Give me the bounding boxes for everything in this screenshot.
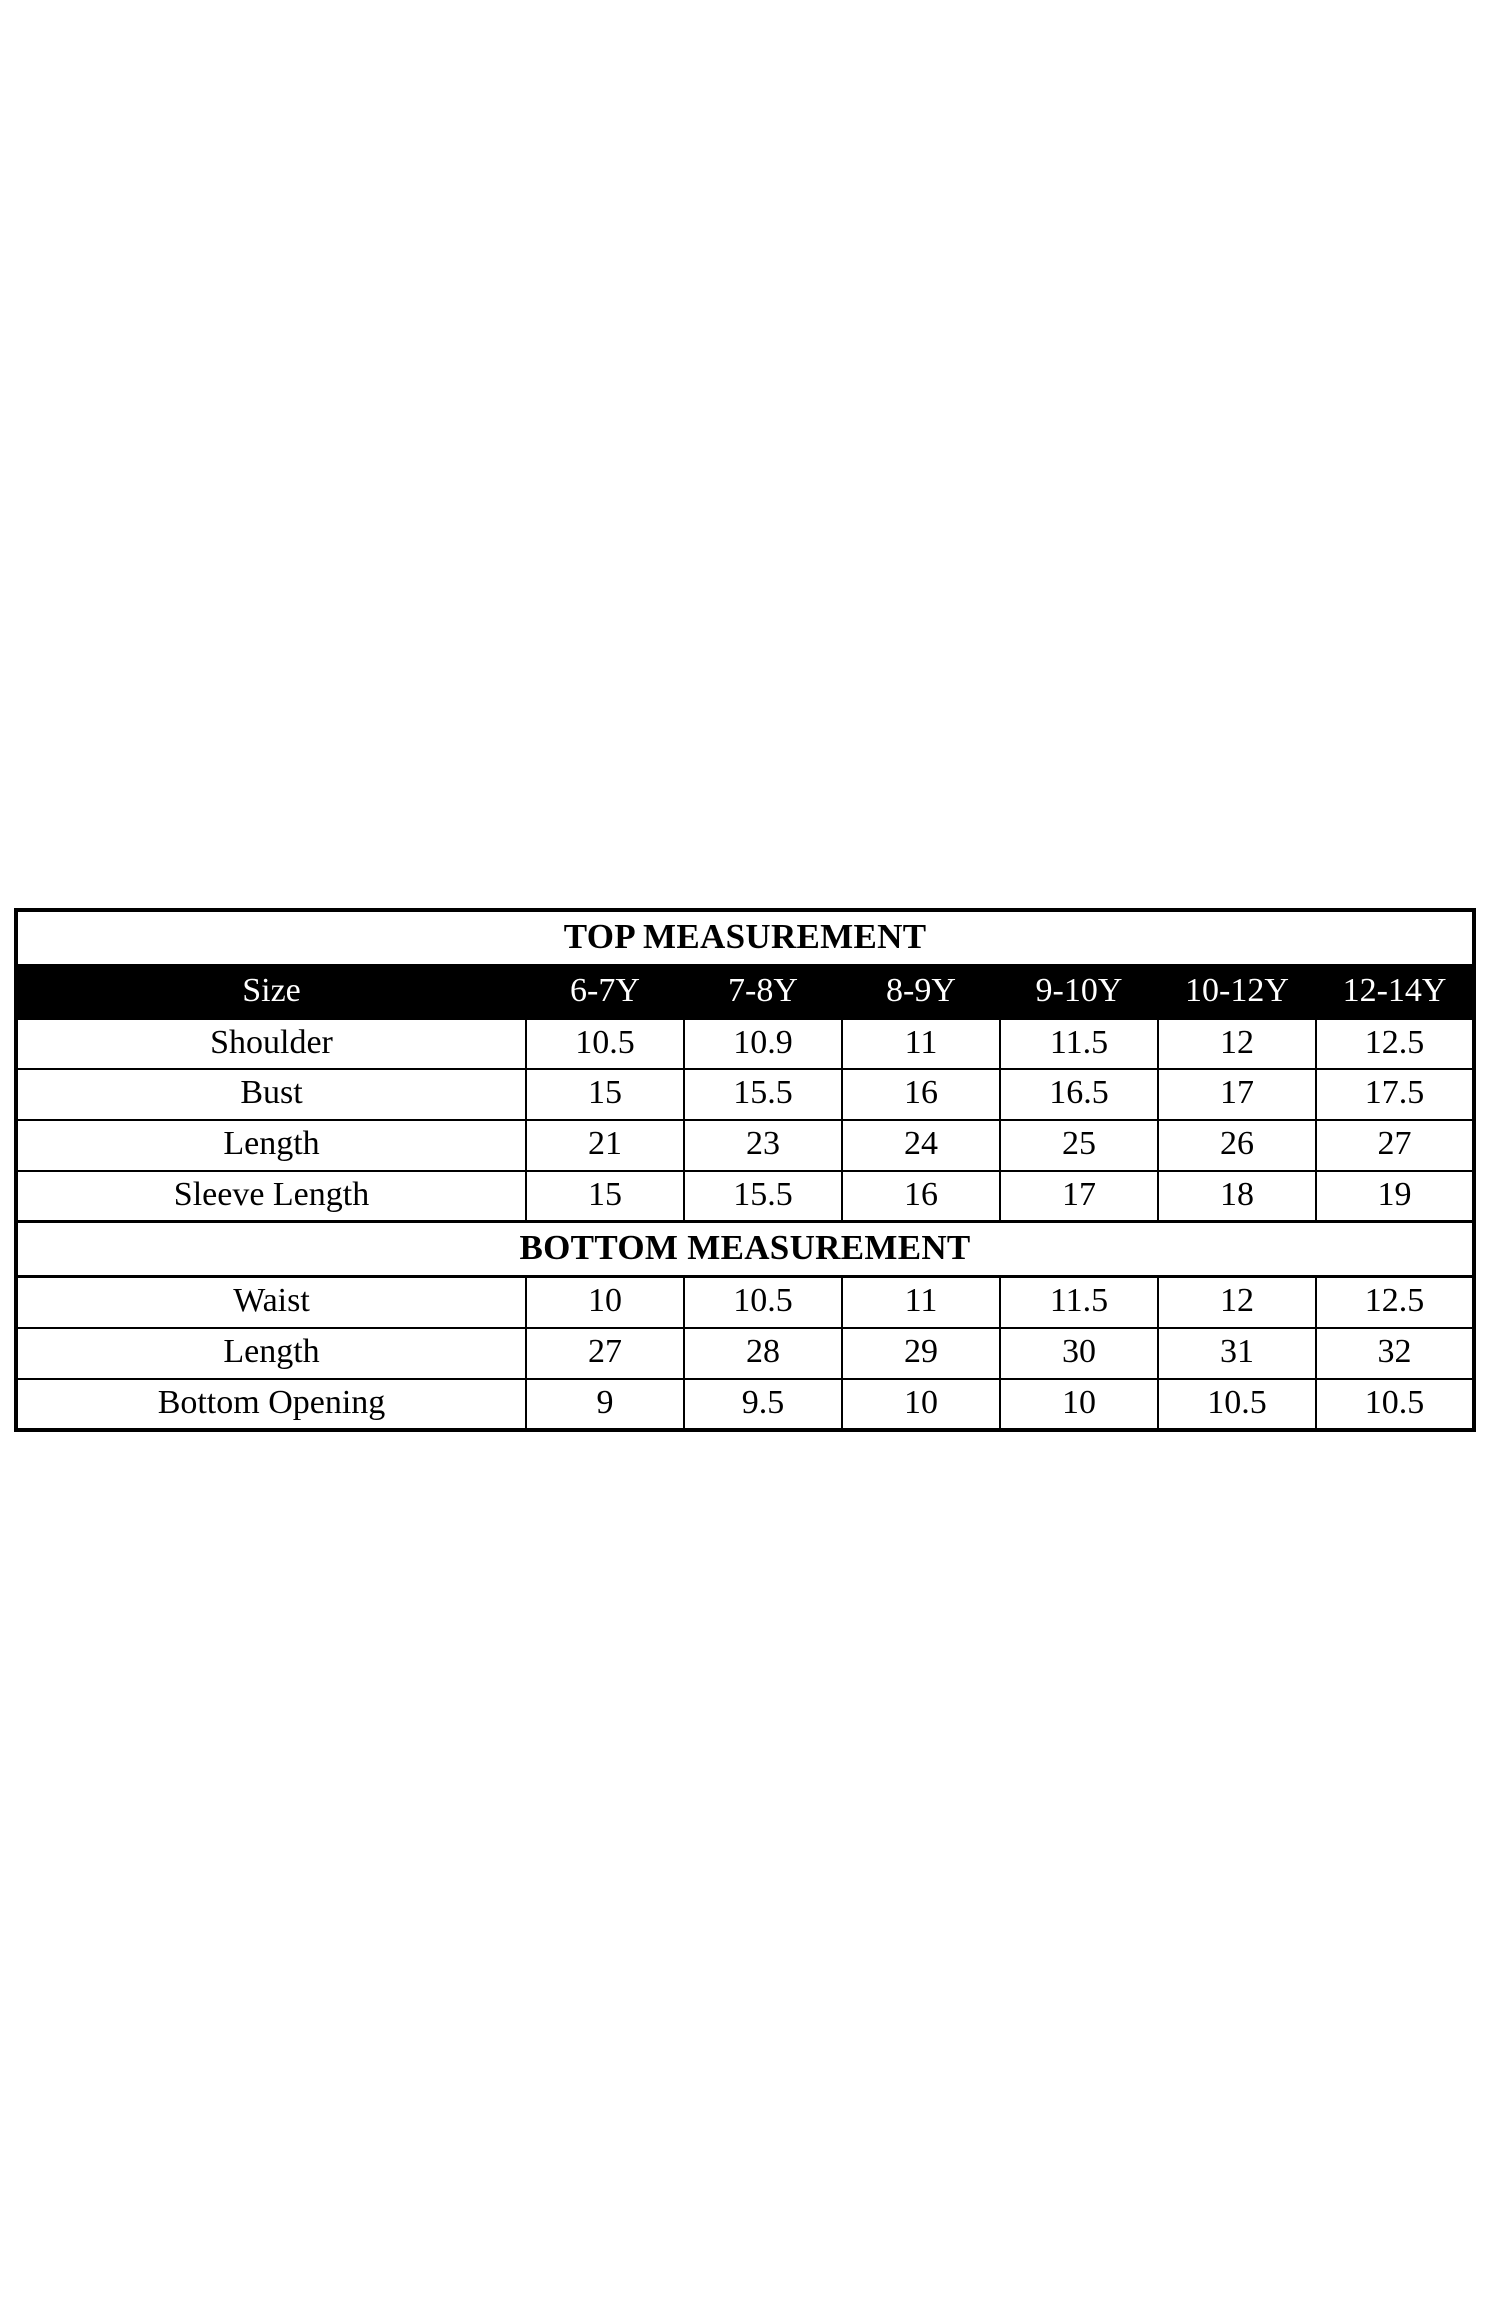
cell-bottom-length-9-10y: 30 [1000,1328,1158,1379]
cell-bust-8-9y: 16 [842,1069,1000,1120]
table-row [16,1069,1474,1120]
cell-bottom-length-12-14y: 32 [1316,1328,1474,1379]
header-size-6-7y: 6-7Y [526,965,684,1018]
cell-bottom-opening-6-7y: 9 [526,1379,684,1431]
row-label-shoulder: Shoulder [16,1019,526,1070]
cell-bottom-opening-9-10y: 10 [1000,1379,1158,1431]
size-chart-table [14,908,1476,1432]
section-title-top: TOP MEASUREMENT [16,910,1474,965]
cell-bottom-length-6-7y: 27 [526,1328,684,1379]
row-label-sleeve-length: Sleeve Length [16,1171,526,1222]
row-label-bottom-length: Length [16,1328,526,1379]
cell-top-length-9-10y: 25 [1000,1120,1158,1171]
cell-waist-8-9y: 11 [842,1277,1000,1328]
cell-bottom-length-7-8y: 28 [684,1328,842,1379]
header-size-7-8y: 7-8Y [684,965,842,1018]
header-size-9-10y: 9-10Y [1000,965,1158,1018]
table-row [16,1277,1474,1328]
cell-sleeve-length-12-14y: 19 [1316,1171,1474,1222]
table-header-row [16,965,1474,1018]
table-row [16,1379,1474,1431]
row-label-waist: Waist [16,1277,526,1328]
cell-bust-9-10y: 16.5 [1000,1069,1158,1120]
cell-bottom-opening-7-8y: 9.5 [684,1379,842,1431]
cell-bust-6-7y: 15 [526,1069,684,1120]
cell-bottom-opening-8-9y: 10 [842,1379,1000,1431]
size-chart-container [14,908,1472,1432]
header-size-8-9y: 8-9Y [842,965,1000,1018]
cell-shoulder-10-12y: 12 [1158,1019,1316,1070]
cell-top-length-10-12y: 26 [1158,1120,1316,1171]
cell-waist-12-14y: 12.5 [1316,1277,1474,1328]
cell-bottom-opening-10-12y: 10.5 [1158,1379,1316,1431]
table-row [16,1120,1474,1171]
section-title-row-bottom [16,1222,1474,1277]
header-size-label: Size [16,965,526,1018]
cell-bottom-length-10-12y: 31 [1158,1328,1316,1379]
table-row [16,1328,1474,1379]
cell-bottom-length-8-9y: 29 [842,1328,1000,1379]
row-label-bust: Bust [16,1069,526,1120]
cell-shoulder-7-8y: 10.9 [684,1019,842,1070]
cell-top-length-12-14y: 27 [1316,1120,1474,1171]
cell-shoulder-12-14y: 12.5 [1316,1019,1474,1070]
cell-waist-7-8y: 10.5 [684,1277,842,1328]
cell-bust-10-12y: 17 [1158,1069,1316,1120]
cell-waist-9-10y: 11.5 [1000,1277,1158,1328]
header-size-12-14y: 12-14Y [1316,965,1474,1018]
section-title-bottom: BOTTOM MEASUREMENT [16,1222,1474,1277]
cell-sleeve-length-8-9y: 16 [842,1171,1000,1222]
cell-sleeve-length-10-12y: 18 [1158,1171,1316,1222]
row-label-bottom-opening: Bottom Opening [16,1379,526,1431]
cell-sleeve-length-9-10y: 17 [1000,1171,1158,1222]
cell-sleeve-length-7-8y: 15.5 [684,1171,842,1222]
cell-shoulder-9-10y: 11.5 [1000,1019,1158,1070]
cell-top-length-7-8y: 23 [684,1120,842,1171]
section-title-row-top [16,910,1474,965]
cell-waist-10-12y: 12 [1158,1277,1316,1328]
cell-bottom-opening-12-14y: 10.5 [1316,1379,1474,1431]
cell-shoulder-6-7y: 10.5 [526,1019,684,1070]
table-row [16,1019,1474,1070]
header-size-10-12y: 10-12Y [1158,965,1316,1018]
cell-bust-7-8y: 15.5 [684,1069,842,1120]
row-label-top-length: Length [16,1120,526,1171]
cell-top-length-6-7y: 21 [526,1120,684,1171]
cell-sleeve-length-6-7y: 15 [526,1171,684,1222]
cell-shoulder-8-9y: 11 [842,1019,1000,1070]
cell-top-length-8-9y: 24 [842,1120,1000,1171]
cell-waist-6-7y: 10 [526,1277,684,1328]
cell-bust-12-14y: 17.5 [1316,1069,1474,1120]
table-row [16,1171,1474,1222]
